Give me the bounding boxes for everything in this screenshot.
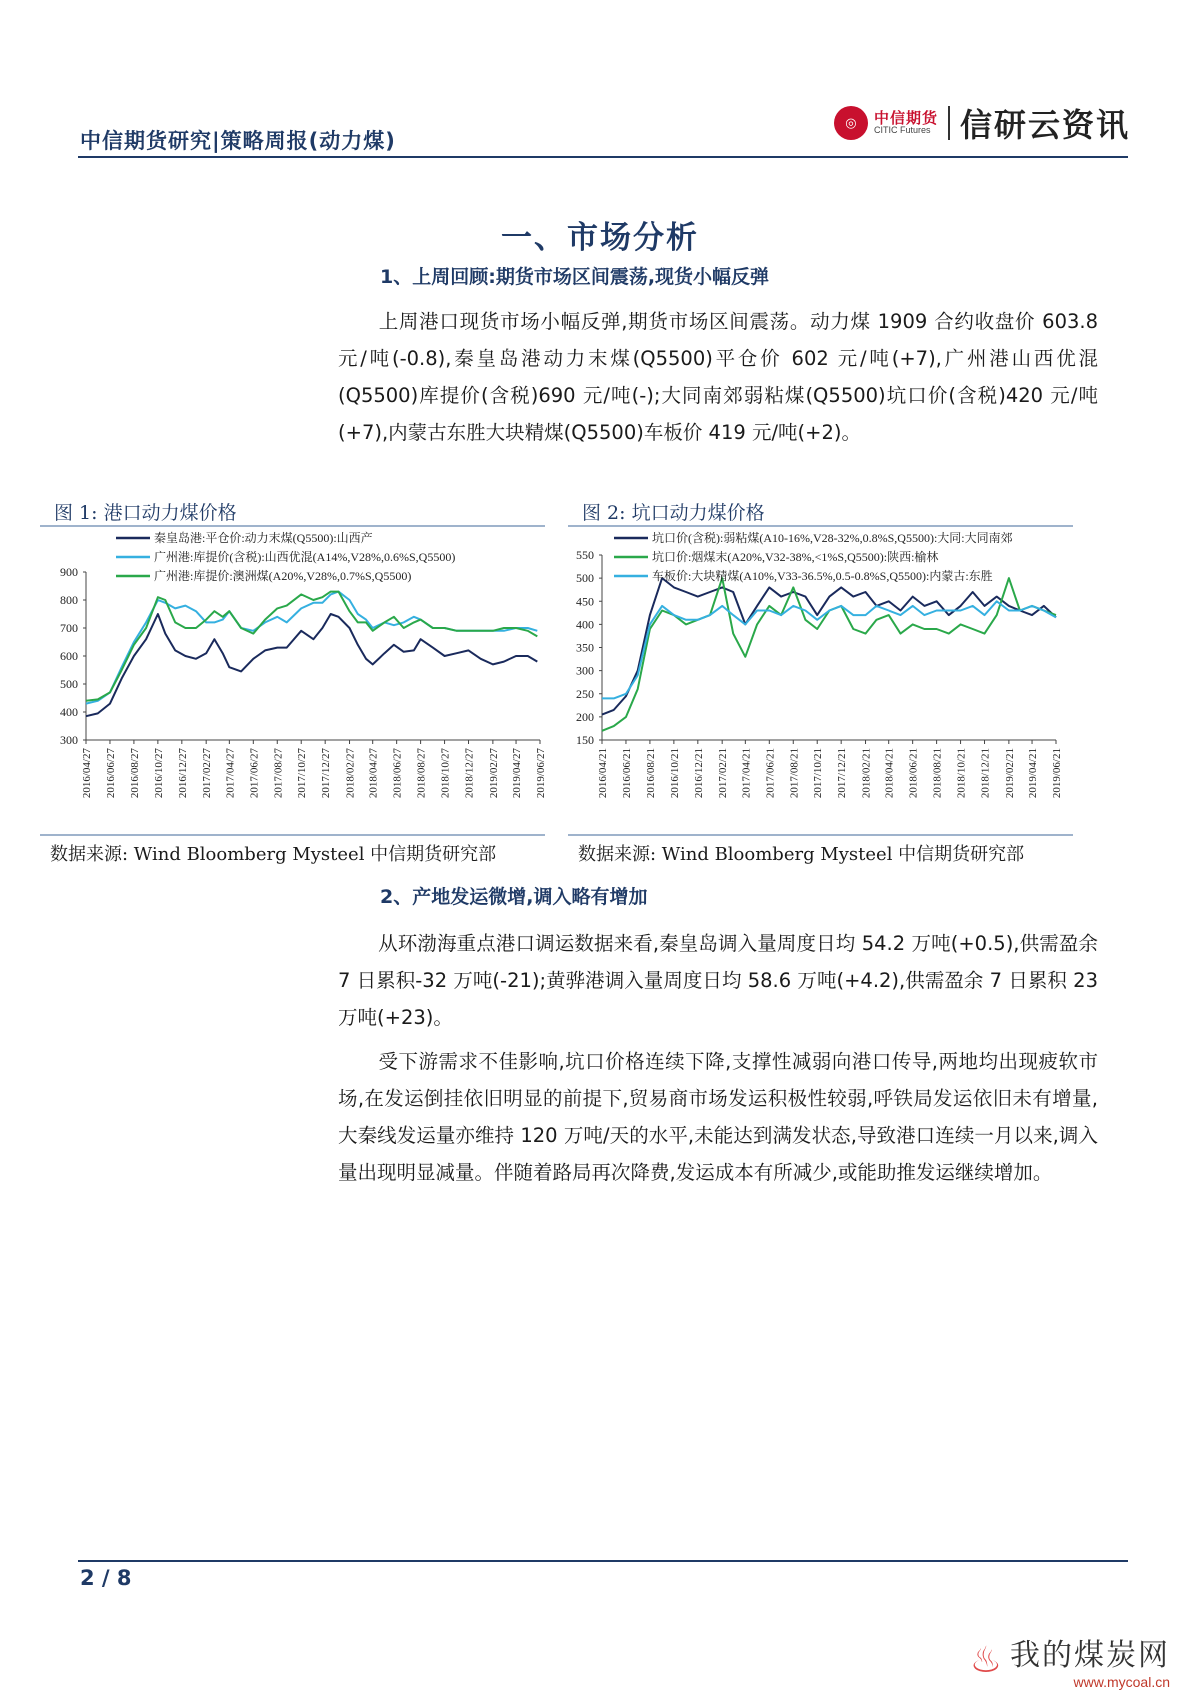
x-tick-label: 2016/06/21 xyxy=(620,748,633,799)
subsection-title-1: 1、上周回顾:期货市场区间震荡,现货小幅反弹 xyxy=(380,266,770,288)
x-tick-label: 2017/12/27 xyxy=(320,748,333,799)
y-tick-label: 350 xyxy=(576,640,594,655)
x-tick-label: 2018/02/21 xyxy=(860,748,873,799)
subsection-title-2: 2、产地发运微增,调入略有增加 xyxy=(380,886,648,908)
y-tick-label: 600 xyxy=(60,649,78,663)
figure-2-top-rule xyxy=(568,525,1073,527)
x-tick-label: 2017/08/21 xyxy=(788,748,801,799)
x-tick-label: 2016/08/21 xyxy=(644,748,657,799)
x-tick-label: 2017/04/21 xyxy=(740,748,753,799)
citic-logo-icon: ◎ xyxy=(834,106,868,140)
y-tick-label: 400 xyxy=(576,617,594,632)
legend-label-1: 秦皇岛港:平仓价:动力末煤(Q5500):山西产 xyxy=(154,531,373,545)
figure-2-source: 数据来源: Wind Bloomberg Mysteel 中信期货研究部 xyxy=(578,844,1025,865)
watermark-url: www.mycoal.cn xyxy=(1073,1674,1170,1690)
x-tick-label: 2018/08/21 xyxy=(931,748,944,799)
logo-divider xyxy=(948,106,950,140)
paragraph-3: 受下游需求不佳影响,坑口价格连续下降,支撑性减弱向港口传导,两地均出现疲软市场,在发运倒挂依旧明显的前提下,贸易商市场发运积极性较弱,呼铁局发运依旧未有增量,大秦线发运量亦维持 120 万吨/天的水平,未能达到满发状态,导致港口连续一月以来,调入量出现明显减量。伴随着路局再次降费,发运成本有所减少,或能助推发运继续增加。 xyxy=(338,1050,1098,1184)
x-tick-label: 2019/02/27 xyxy=(487,748,500,799)
y-tick-label: 450 xyxy=(576,594,594,609)
figure-1-caption: 图 1: 港口动力煤价格 xyxy=(54,502,237,524)
x-tick-label: 2018/06/27 xyxy=(391,748,404,799)
y-tick-label: 800 xyxy=(60,593,78,607)
y-tick-label: 900 xyxy=(60,565,78,579)
y-tick-label: 300 xyxy=(576,663,594,678)
section-title: 一、市场分析 xyxy=(501,220,699,256)
x-tick-label: 2017/10/27 xyxy=(296,748,309,799)
x-tick-label: 2016/04/27 xyxy=(81,748,93,799)
x-tick-label: 2017/02/27 xyxy=(201,748,214,799)
watermark-cn: 我的煤炭网 xyxy=(1010,1638,1170,1673)
x-tick-label: 2018/06/21 xyxy=(907,748,920,799)
brand-name: 信研云资讯 xyxy=(959,106,1130,144)
x-tick-label: 2016/10/27 xyxy=(152,748,165,799)
logo-text xyxy=(874,110,938,136)
x-tick-label: 2016/12/21 xyxy=(692,748,705,799)
series-line-3 xyxy=(602,601,1056,698)
x-tick-label: 2017/06/27 xyxy=(248,748,261,799)
x-tick-label: 2018/10/21 xyxy=(955,748,968,799)
paragraph-2: 从环渤海重点港口调运数据来看,秦皇岛调入量周度日均 54.2 万吨(+0.5),供需盈余 7 日累积-32 万吨(-21);黄骅港调入量周度日均 58.6 万吨(+4.2),供需盈余 7 日累积 23 万吨(+23)。 xyxy=(338,932,1098,1029)
x-tick-label: 2019/02/21 xyxy=(1003,748,1016,799)
x-tick-label: 2016/12/27 xyxy=(176,748,189,799)
x-tick-label: 2017/12/21 xyxy=(836,748,849,799)
x-tick-label: 2018/12/21 xyxy=(979,748,992,799)
x-tick-label: 2018/10/27 xyxy=(439,748,452,799)
x-tick-label: 2018/04/27 xyxy=(367,748,380,799)
logo-en: CITIC Futures xyxy=(873,125,931,136)
x-tick-label: 2017/02/21 xyxy=(717,748,730,799)
x-tick-label: 2017/04/27 xyxy=(224,748,237,799)
figure-2-bottom-rule xyxy=(568,834,1073,836)
series-line-1 xyxy=(86,614,537,716)
y-tick-label: 250 xyxy=(576,686,594,701)
footer-rule xyxy=(78,1560,1128,1562)
series-line-1 xyxy=(602,578,1056,715)
x-tick-label: 2019/06/21 xyxy=(1051,748,1063,799)
figure-1-bottom-rule xyxy=(40,834,545,836)
figure-1-source: 数据来源: Wind Bloomberg Mysteel 中信期货研究部 xyxy=(50,844,497,865)
y-tick-label: 150 xyxy=(576,733,594,747)
legend-label-2: 广州港:库提价(含税):山西优混(A14%,V28%,0.6%S,Q5500) xyxy=(154,550,456,564)
x-tick-label: 2018/08/27 xyxy=(415,748,428,799)
x-tick-label: 2016/08/27 xyxy=(128,748,141,799)
legend-label-3: 广州港:库提价:澳洲煤(A20%,V28%,0.7%S,Q5500) xyxy=(154,569,412,583)
series-line-3 xyxy=(86,592,537,701)
logo-cn: 中信期货 xyxy=(873,108,938,127)
y-tick-label: 200 xyxy=(576,709,594,724)
flame-icon: ♨ xyxy=(969,1639,1002,1681)
paragraph-1: 上周港口现货市场小幅反弹,期货市场区间震荡。动力煤 1909 合约收盘价 603.8 元/吨(-0.8),秦皇岛港动力末煤(Q5500)平仓价 602 元/吨(+7),广州港山西优混(Q5500)库提价(含税)690 元/吨(-);大同南郊弱粘煤(Q5500)坑口价(含税)420 元/吨(+7),内蒙古东胜大块精煤(Q5500)车板价 419 元/吨(+2)。 xyxy=(338,310,1098,444)
x-tick-label: 2018/12/27 xyxy=(463,748,476,799)
y-tick-label: 300 xyxy=(60,733,78,747)
legend-label-2: 坑口价:烟煤末(A20%,V32-38%,<1%S,Q5500):陕西:榆林 xyxy=(652,550,939,564)
report-header-title: 中信期货研究|策略周报(动力煤) xyxy=(80,129,396,153)
figure-1-top-rule xyxy=(40,525,545,527)
x-tick-label: 2019/04/21 xyxy=(1027,748,1040,799)
x-tick-label: 2016/04/21 xyxy=(597,748,609,799)
y-tick-label: 550 xyxy=(576,548,594,562)
y-tick-label: 500 xyxy=(60,677,78,691)
y-tick-label: 400 xyxy=(60,705,78,719)
x-tick-label: 2019/04/27 xyxy=(511,748,524,799)
header-logo-group xyxy=(834,100,1130,146)
figure-2-caption: 图 2: 坑口动力煤价格 xyxy=(582,502,765,524)
watermark xyxy=(970,1630,1170,1690)
x-tick-label: 2016/06/27 xyxy=(104,748,117,799)
y-tick-label: 500 xyxy=(576,571,594,586)
legend-label-1: 坑口价(含税):弱粘煤(A10-16%,V28-32%,0.8%S,Q5500):大同:大同南郊 xyxy=(652,531,1013,545)
chart-port-coal-price xyxy=(40,528,550,833)
x-tick-label: 2017/08/27 xyxy=(272,748,285,799)
x-tick-label: 2018/04/21 xyxy=(883,748,896,799)
series-line-2 xyxy=(602,578,1056,731)
x-tick-label: 2018/02/27 xyxy=(344,748,357,799)
chart-pithead-coal-price xyxy=(568,528,1078,833)
page-number: 2 / 8 xyxy=(80,1566,132,1590)
y-tick-label: 700 xyxy=(60,621,78,635)
x-tick-label: 2017/06/21 xyxy=(764,748,777,799)
header-rule xyxy=(78,156,1128,158)
x-tick-label: 2016/10/21 xyxy=(668,748,681,799)
legend-label-3: 车板价:大块精煤(A10%,V33-36.5%,0.5-0.8%S,Q5500):内蒙古:东胜 xyxy=(652,569,993,583)
x-tick-label: 2019/06/27 xyxy=(535,748,547,799)
x-tick-label: 2017/10/21 xyxy=(812,748,825,799)
